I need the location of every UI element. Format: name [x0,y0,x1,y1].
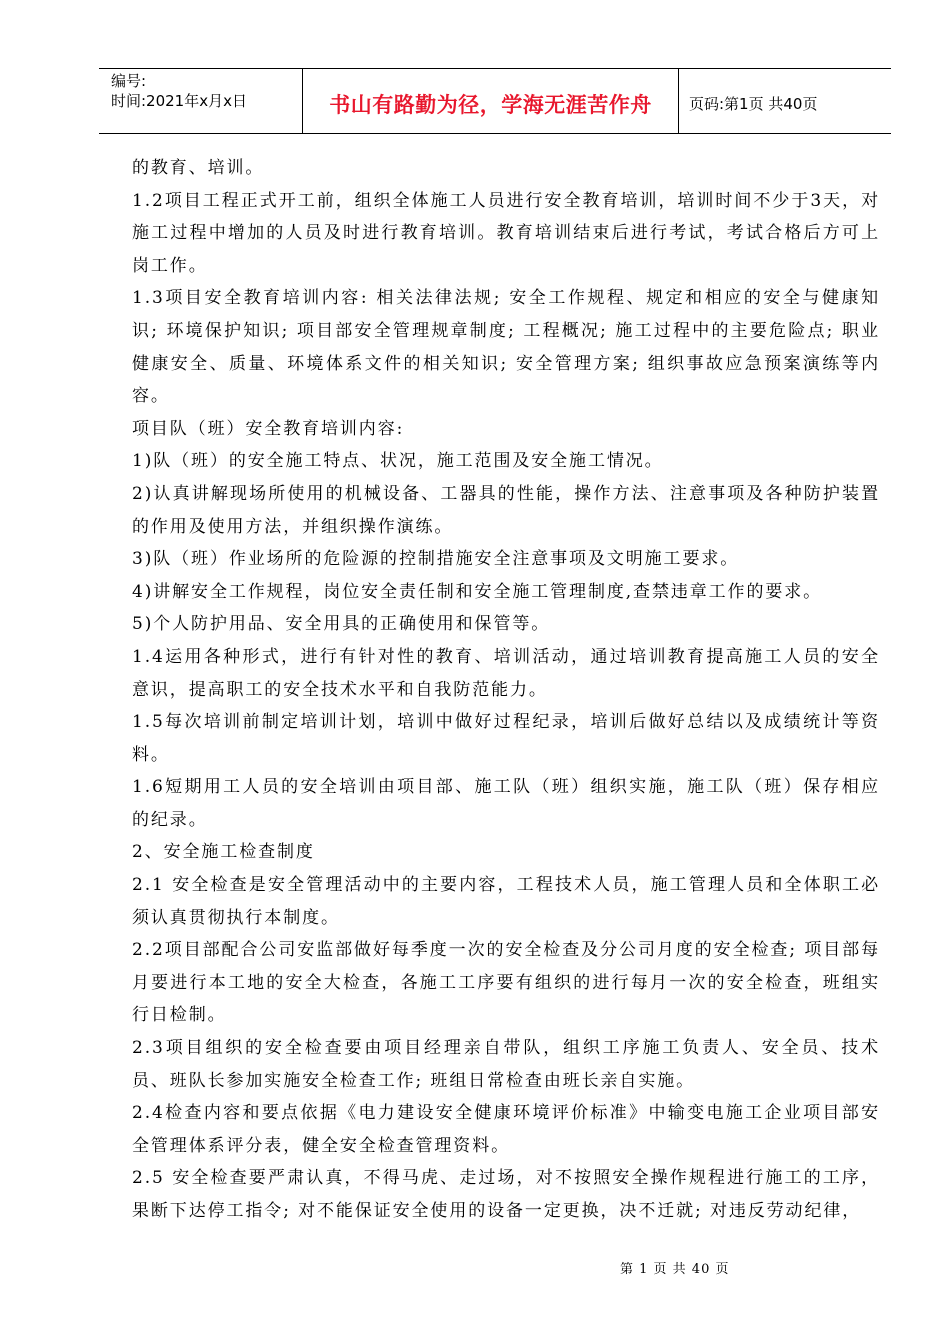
document-date-label: 时间:2021年x月x日 [111,92,247,110]
paragraph: 2.4检查内容和要点依据《电力建设安全健康环境评价标准》中输变电施工企业项目部安全管理体系评分表，健全安全检查管理资料。 [132,1103,880,1156]
list-item: 3)队（班）作业场所的危险源的控制措施安全注意事项及文明施工要求。 [132,549,740,570]
header-motto: 书山有路勤为径，学海无涯苦作舟 [303,69,679,133]
paragraph: 1.5每次培训前制定培训计划，培训中做好过程纪录，培训后做好总结以及成绩统计等资料。 [132,712,880,765]
page-footer: 第 1 页 共 40 页 [620,1262,730,1277]
list-item: 4)讲解安全工作规程，岗位安全责任制和安全施工管理制度,查禁违章工作的要求。 [132,581,823,602]
header-meta [99,69,303,133]
paragraph: 1.6短期用工人员的安全培训由项目部、施工队（班）组织实施，施工队（班）保存相应的纪录。 [132,777,880,830]
document-body [132,152,880,1228]
paragraph: 2.5 安全检查要严肃认真，不得马虎、走过场，对不按照安全操作规程进行施工的工序，果断下达停工指令; 对不能保证安全使用的设备一定更换，决不迁就; 对违反劳动纪律， [132,1168,880,1221]
list-item: 5)个人防护用品、安全用具的正确使用和保管等。 [132,614,551,635]
paragraph: 项目队（班）安全教育培训内容: [132,418,405,439]
document-number-label: 编号: [111,72,147,90]
paragraph: 2.3项目组织的安全检查要由项目经理亲自带队，组织工序施工负责人、安全员、技术员、班队长参加实施安全检查工作; 班组日常检查由班长亲自实施。 [132,1038,880,1091]
paragraph: 2.1 安全检查是安全管理活动中的主要内容，工程技术人员，施工管理人员和全体职工必须认真贯彻执行本制度。 [132,875,880,928]
header-page-info: 页码:第1页 共40页 [689,94,818,113]
paragraph: 2.2项目部配合公司安监部做好每季度一次的安全检查及分公司月度的安全检查; 项目部每月要进行本工地的安全大检查，各施工工序要有组织的进行每月一次的安全检查，班组实行日检制。 [132,940,880,1026]
paragraph: 的教育、培训。 [132,158,265,178]
list-item: 2)认真讲解现场所使用的机械设备、工器具的性能，操作方法、注意事项及各种防护装置的作用及使用方法，并组织操作演练。 [132,483,880,537]
paragraph: 1.2项目工程正式开工前，组织全体施工人员进行安全教育培训，培训时间不少于3天，对施工过程中增加的人员及时进行教育培训。教育培训结束后进行考试，考试合格后方可上岗工作。 [132,190,880,276]
section-heading: 2、安全施工检查制度 [132,842,315,863]
list-item: 1)队（班）的安全施工特点、状况，施工范围及安全施工情况。 [132,451,664,472]
document-header [99,68,891,134]
paragraph: 1.3项目安全教育培训内容: 相关法律法规; 安全工作规程、规定和相应的安全与健康知识; 环境保护知识; 项目部安全管理规章制度; 工程概况; 施工过程中的主要危险点; 职业健康安全、质量、环境体系文件的相关知识; 安全管理方案; 组织事故应急预案演练等内容。 [132,288,880,407]
paragraph: 1.4运用各种形式，进行有针对性的教育、培训活动，通过培训教育提高施工人员的安全意识，提高职工的安全技术水平和自我防范能力。 [132,646,880,700]
